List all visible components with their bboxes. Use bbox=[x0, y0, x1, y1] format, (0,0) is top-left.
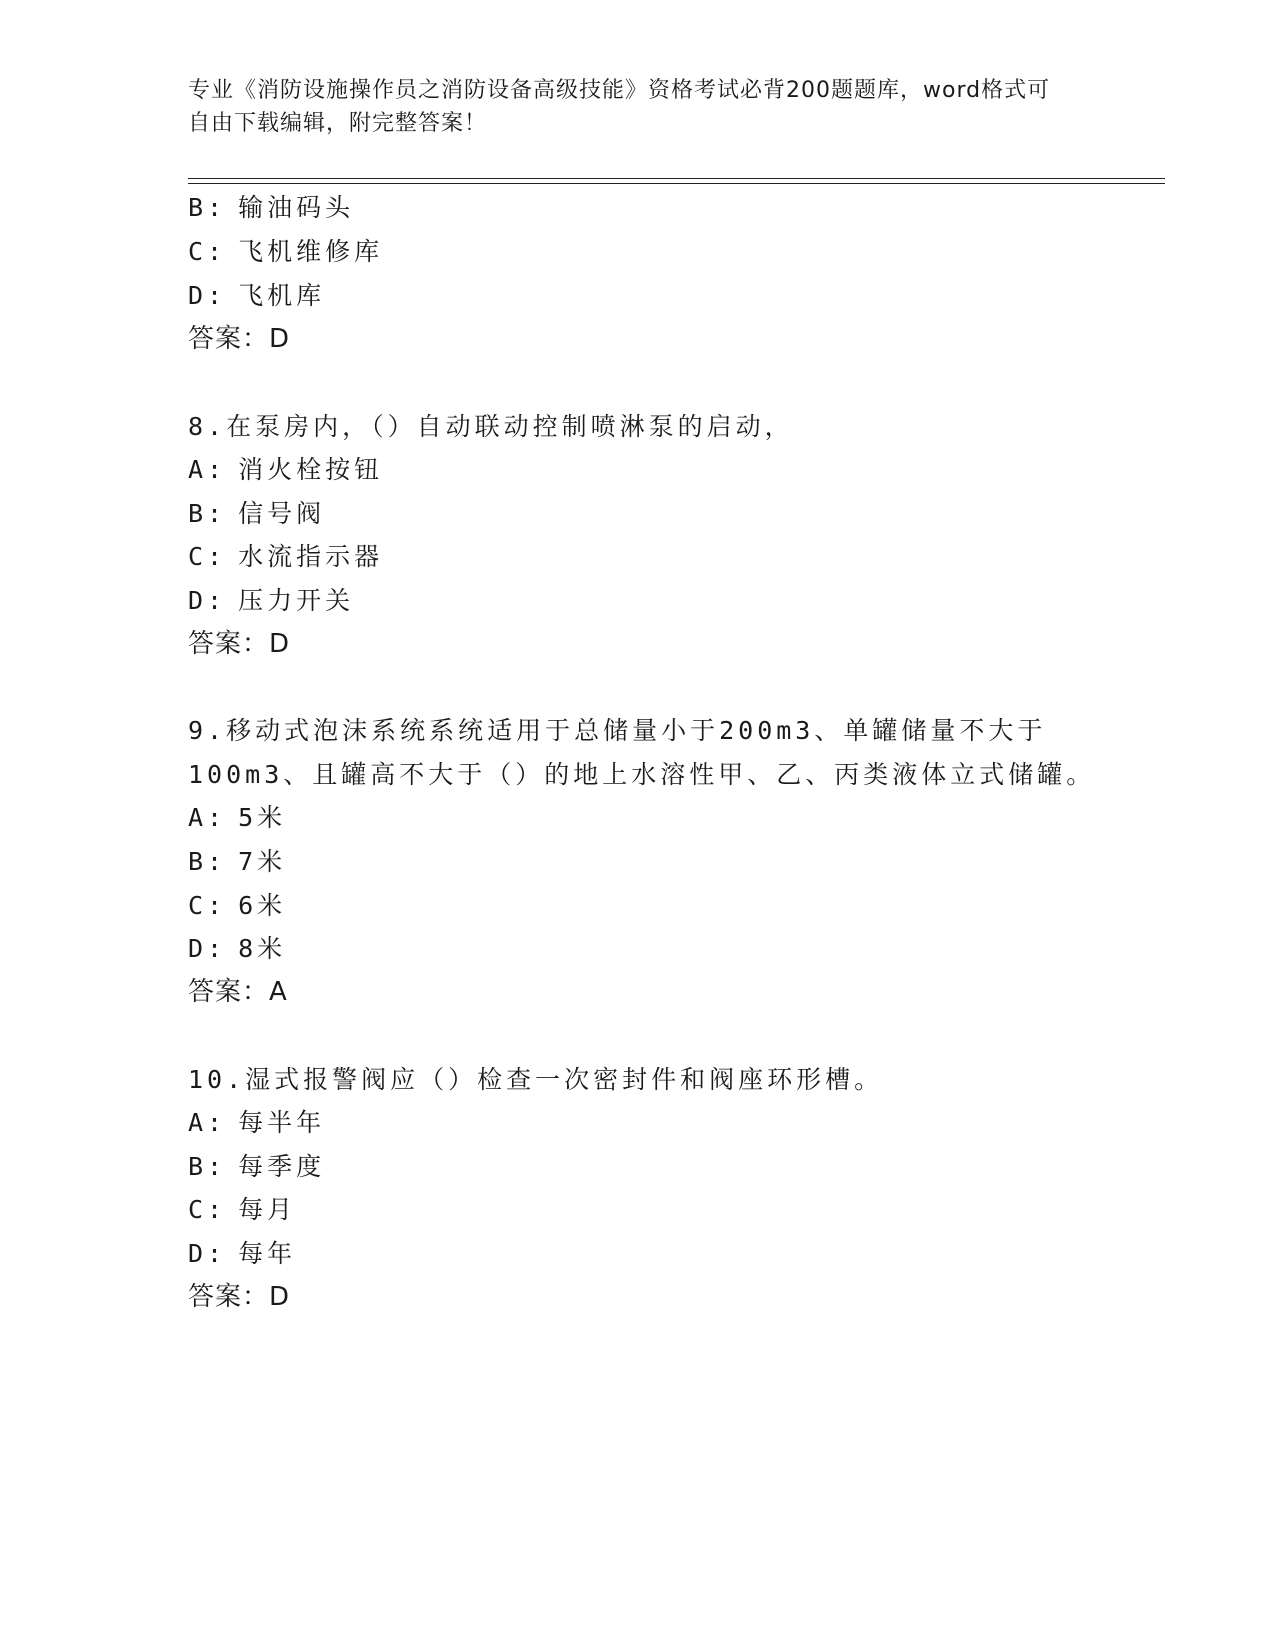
q7-option-d bbox=[188, 279, 325, 313]
header-divider-top bbox=[188, 178, 1165, 179]
option-text: 8米 bbox=[238, 934, 287, 963]
option-text: 5米 bbox=[238, 803, 287, 832]
option-label: B: bbox=[188, 1152, 227, 1181]
q10-answer: 答案：D bbox=[188, 1282, 291, 1312]
q9-option-a bbox=[188, 801, 286, 835]
option-text: 7米 bbox=[238, 847, 287, 876]
q9-answer: 答案：A bbox=[188, 977, 288, 1007]
q10-option-c bbox=[188, 1193, 296, 1227]
option-text: 水流指示器 bbox=[238, 542, 384, 571]
q9-option-c bbox=[188, 889, 286, 923]
option-text: 飞机维修库 bbox=[238, 237, 384, 266]
option-label: D: bbox=[188, 934, 227, 963]
q10-question: 10.湿式报警阀应（）检查一次密封件和阀座环形槽。 bbox=[188, 1065, 884, 1094]
option-label: B: bbox=[188, 499, 227, 528]
q7-option-c bbox=[188, 235, 383, 269]
q8-question: 8.在泵房内，（）自动联动控制喷淋泵的启动， bbox=[188, 412, 794, 441]
option-text: 每月 bbox=[238, 1195, 297, 1224]
q10-option-d bbox=[188, 1237, 296, 1271]
q7-answer: 答案：D bbox=[188, 324, 291, 354]
q8-option-b bbox=[188, 497, 325, 531]
option-text: 信号阀 bbox=[238, 499, 326, 528]
q8-answer: 答案：D bbox=[188, 629, 291, 659]
option-label: A: bbox=[188, 1108, 227, 1137]
option-label: C: bbox=[188, 542, 227, 571]
q9-question-line1: 9.移动式泡沫系统系统适用于总储量小于200m3、单罐储量不大于 bbox=[188, 716, 1047, 745]
document-header: 专业《消防设施操作员之消防设备高级技能》资格考试必背200题题库，word格式可自由下载编辑，附完整答案！ bbox=[188, 78, 1051, 136]
q9-option-d bbox=[188, 932, 286, 966]
option-label: A: bbox=[188, 455, 227, 484]
q8-option-d bbox=[188, 584, 354, 618]
option-label: C: bbox=[188, 891, 227, 920]
option-text: 飞机库 bbox=[238, 281, 326, 310]
option-label: D: bbox=[188, 1239, 227, 1268]
option-label: D: bbox=[188, 281, 227, 310]
header-divider-bottom bbox=[188, 183, 1165, 184]
option-label: B: bbox=[188, 847, 227, 876]
option-label: C: bbox=[188, 1195, 227, 1224]
option-text: 每年 bbox=[238, 1239, 297, 1268]
option-text: 每半年 bbox=[238, 1108, 326, 1137]
option-label: D: bbox=[188, 586, 227, 615]
option-text: 压力开关 bbox=[238, 586, 355, 615]
option-text: 每季度 bbox=[238, 1152, 326, 1181]
q9-option-b bbox=[188, 845, 286, 879]
option-label: C: bbox=[188, 237, 227, 266]
q8-option-a bbox=[188, 453, 383, 487]
option-text: 输油码头 bbox=[238, 193, 355, 222]
q8-option-c bbox=[188, 540, 383, 574]
q9-question-line2: 100m3、且罐高不大于（）的地上水溶性甲、乙、丙类液体立式储罐。 bbox=[188, 760, 1096, 789]
q7-option-b bbox=[188, 191, 354, 225]
option-text: 消火栓按钮 bbox=[238, 455, 384, 484]
option-label: A: bbox=[188, 803, 227, 832]
q10-option-b bbox=[188, 1150, 325, 1184]
option-text: 6米 bbox=[238, 891, 287, 920]
option-label: B: bbox=[188, 193, 227, 222]
q10-option-a bbox=[188, 1106, 325, 1140]
